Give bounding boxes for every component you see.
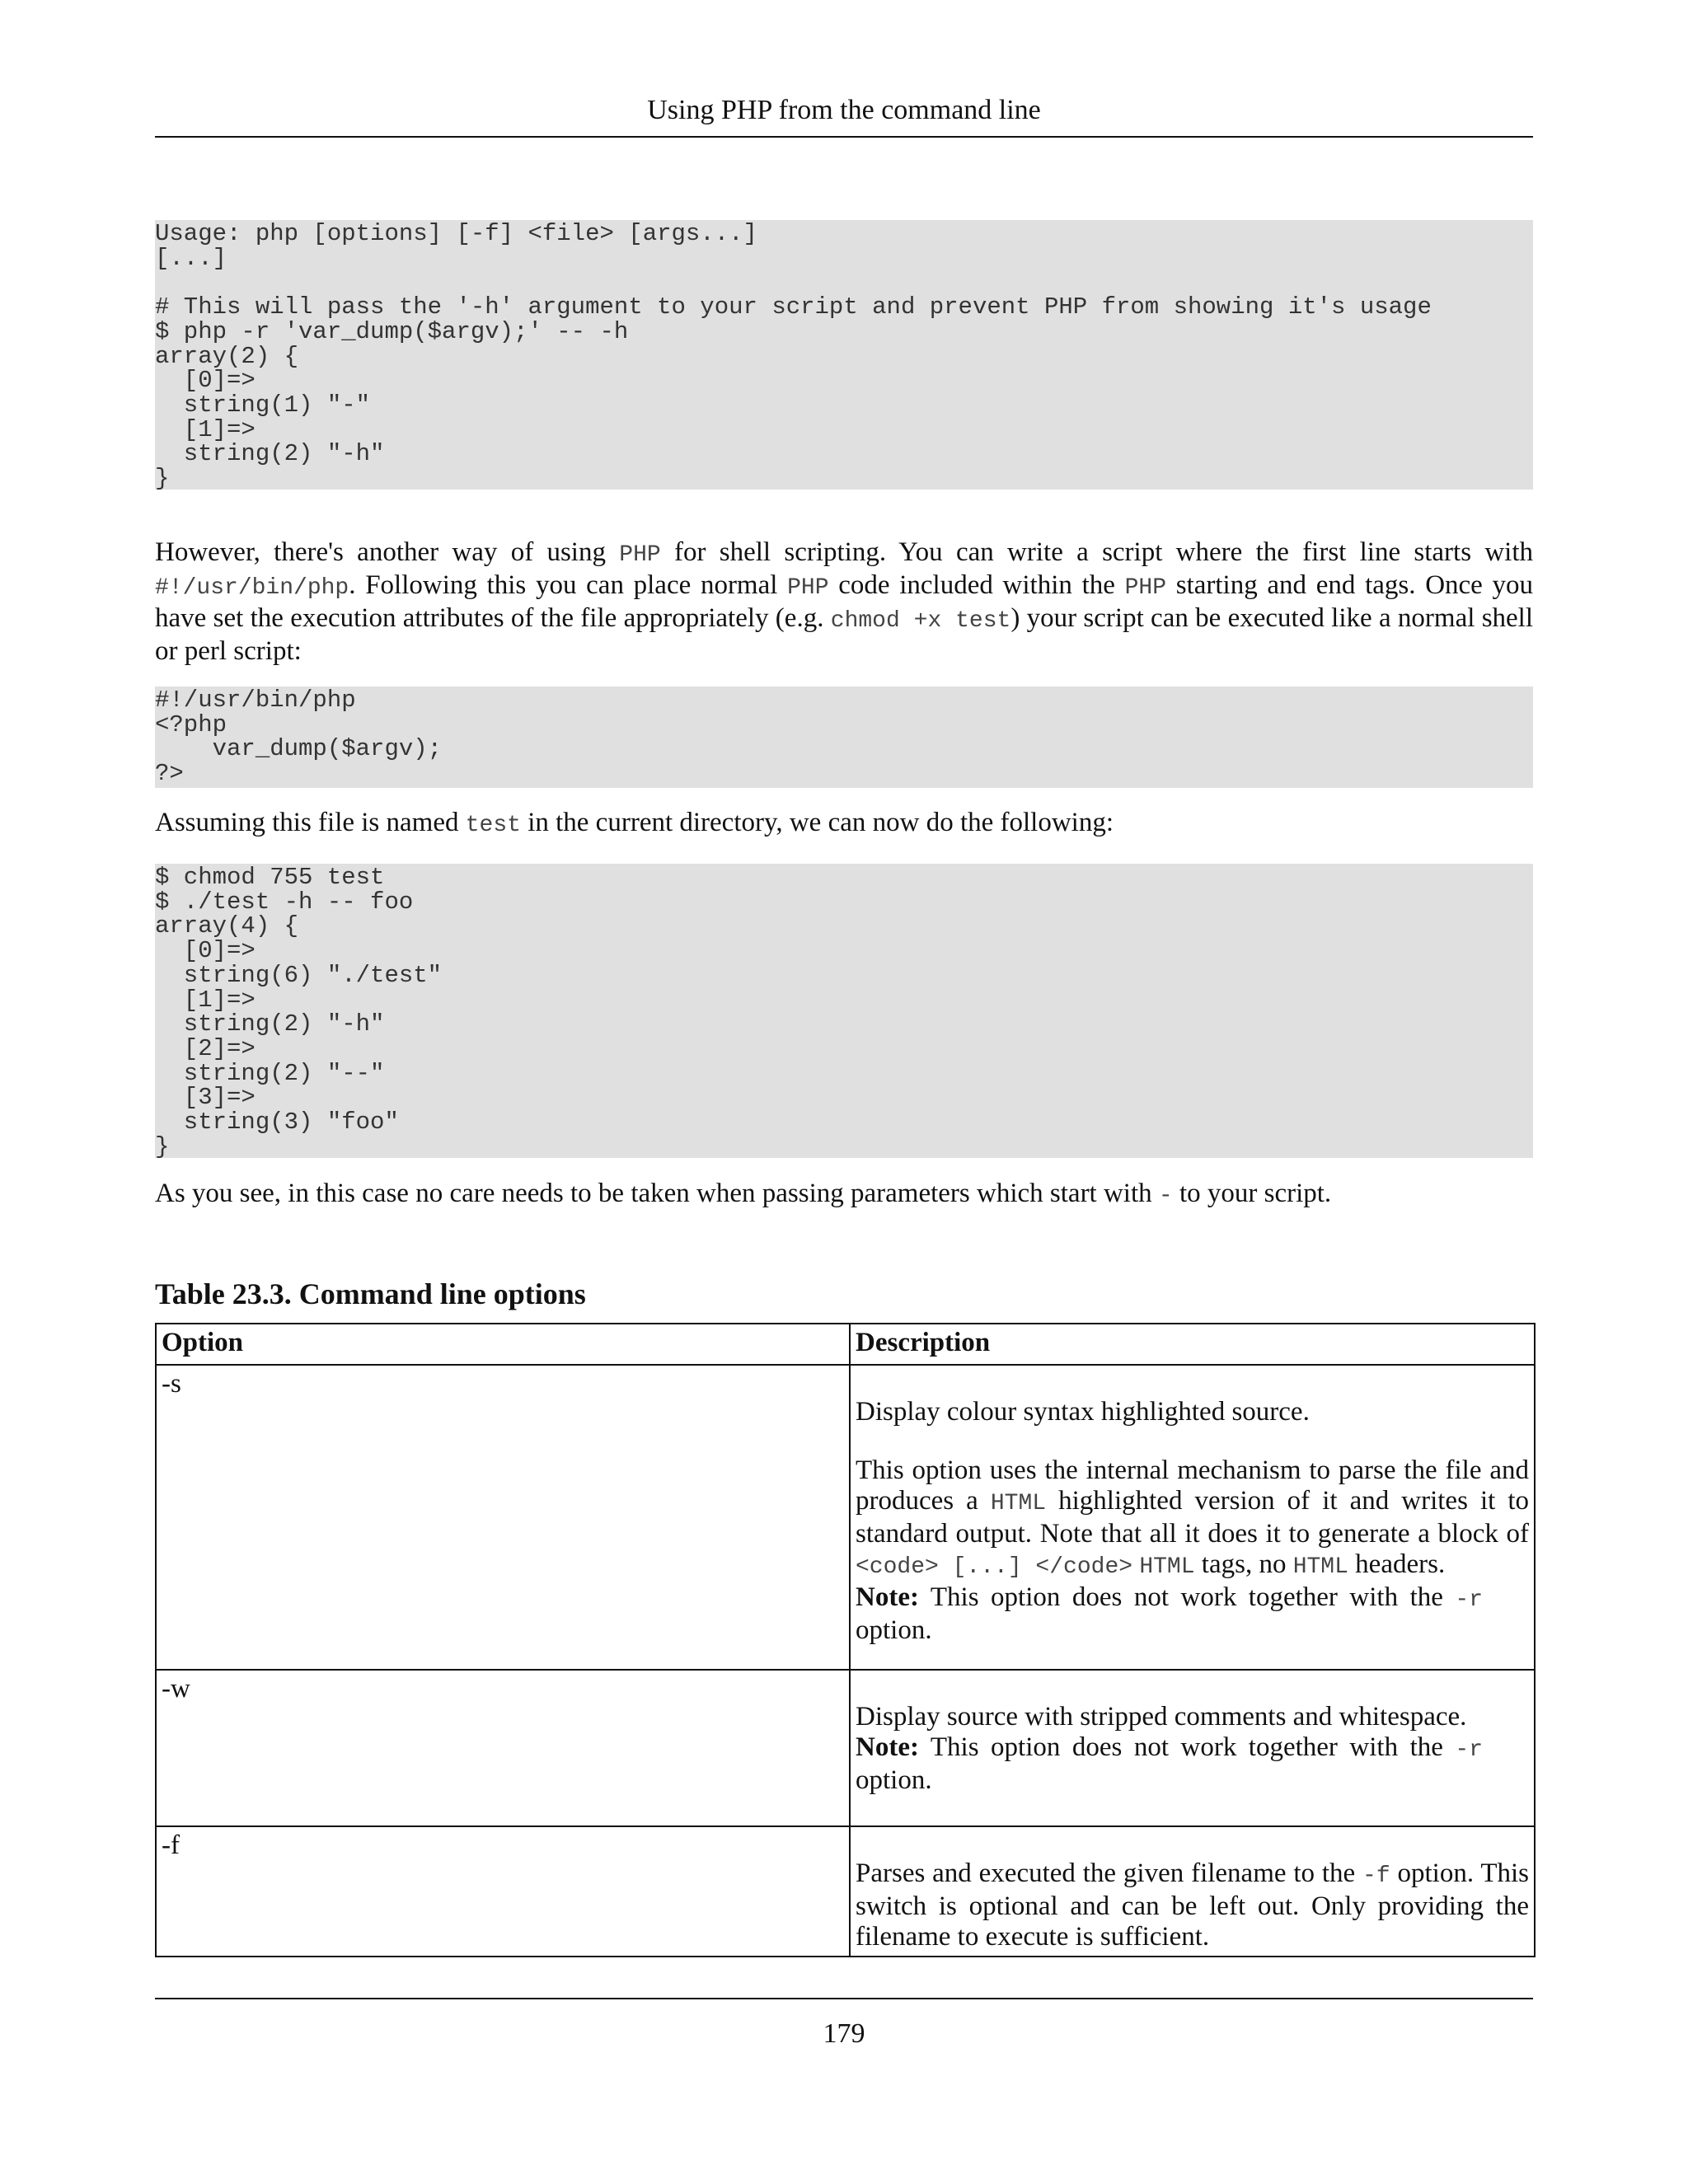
description-cell — [850, 1826, 1535, 1957]
table-caption: Table 23.3. Command line options — [155, 1277, 586, 1310]
option-cell: -f — [156, 1826, 850, 1957]
paragraph-assuming: Assuming this file is named test in the current directory, we can now do the following: — [155, 808, 1114, 838]
option-cell: -w — [156, 1670, 850, 1826]
page-number: 179 — [823, 2018, 865, 2049]
running-header: Using PHP from the command line — [647, 95, 1041, 125]
description-text: Display colour syntax highlighted source. — [856, 1397, 1310, 1427]
option-cell: -s — [156, 1365, 850, 1670]
table-row — [156, 1826, 1535, 1957]
description-text: This option uses the internal mechanism to parse the file and produces a HTML highlighted version of it and writes it to standard output. Note that all it does it to generate a block of <code> [...] </code> HTML tags, no HTML headers. — [856, 1455, 1529, 1580]
note: Note: This option does not work together with the -r option. — [856, 1582, 1483, 1645]
header-rule — [155, 136, 1533, 138]
description-text: Display source with stripped comments and whitespace. — [856, 1702, 1467, 1732]
table-row — [156, 1365, 1535, 1670]
paragraph-as-you-see: As you see, in this case no care needs to be taken when passing parameters which start with - to your script. — [155, 1179, 1332, 1209]
table-row — [156, 1670, 1535, 1826]
column-header-description: Description — [850, 1324, 1535, 1365]
paragraph-shell-scripting: However, there's another way of using PHP for shell scripting. You can write a script where the first line starts with #!/usr/bin/php. Following this you can place normal PHP code included within the PHP starting and end tags. Once you have set the execution attributes of the file appropriately (e.g. chmod +x test) your script can be executed like a normal shell or perl script: — [155, 537, 1534, 666]
code-block-script: #!/usr/bin/php <?php var_dump($argv); ?> — [155, 687, 1533, 788]
code-block-run: $ chmod 755 test $ ./test -h -- foo array(4) { [0]=> string(6) "./test" [1]=> string(2) "-h" [2]=> string(2) "--" [3]=> string(3) "foo" } — [155, 864, 1533, 1158]
column-header-option: Option — [156, 1324, 850, 1365]
description-cell — [850, 1365, 1535, 1670]
table-header-row — [156, 1324, 1535, 1365]
note: Note: This option does not work together with the -r option. — [856, 1732, 1483, 1795]
footer-rule — [155, 1998, 1533, 1999]
code-block-usage: Usage: php [options] [-f] <file> [args...] [...] # This will pass the '-h' argument to your script and prevent PHP from showing it's usage $ php -r 'var_dump($argv);' -- -h array(2) { [0]=> string(1) "-" [1]=> string(2) "-h" } — [155, 220, 1533, 490]
description-cell — [850, 1670, 1535, 1826]
description-text: Parses and executed the given filename to the -f option. This switch is optional and can be left out. Only providing the filename to execute is sufficient. — [856, 1858, 1529, 1952]
command-line-options-table — [155, 1323, 1536, 1957]
